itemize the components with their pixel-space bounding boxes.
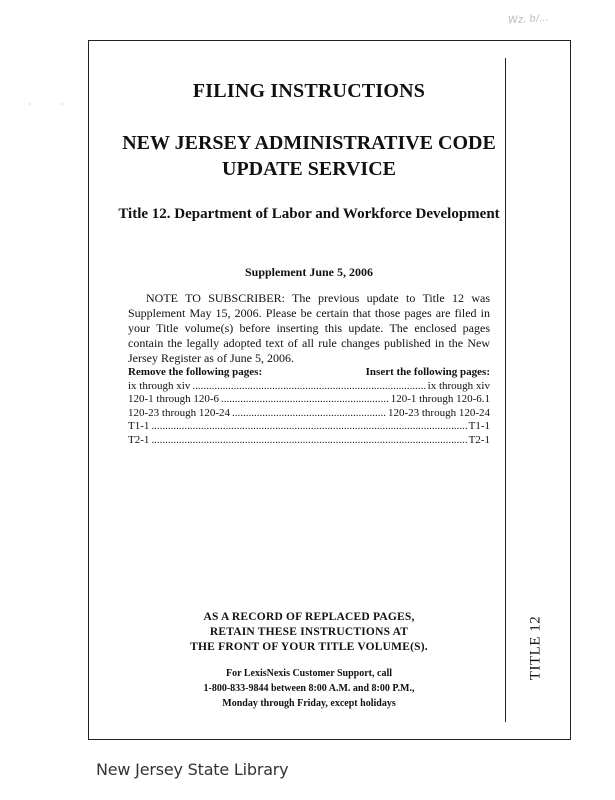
support-line1: For LexisNexis Customer Support, call	[225, 668, 392, 679]
dot-leader	[221, 393, 389, 407]
insert-pages: T1-1	[468, 420, 490, 432]
customer-support-info	[128, 666, 490, 711]
record-line2: RETAIN THESE INSTRUCTIONS AT	[209, 626, 409, 638]
remove-pages: T2-1	[128, 433, 150, 446]
insert-pages: 120-23 through 120-24	[387, 406, 490, 419]
insert-pages: ix through xiv	[427, 379, 490, 392]
record-line1: AS A RECORD OF REPLACED PAGES,	[203, 611, 415, 623]
title-tab-label: TITLE 12	[527, 615, 544, 681]
page-title: FILING INSTRUCTIONS	[192, 80, 426, 102]
insert-pages: T2-1	[468, 433, 490, 446]
table-row	[128, 393, 490, 407]
record-notice	[128, 610, 490, 655]
remove-pages: 120-23 through 120-24	[128, 406, 231, 419]
table-row	[128, 420, 490, 434]
dot-leader	[151, 434, 466, 448]
support-line2: 1-800-833-9844 between 8:00 A.M. and 8:00 P.M.,	[203, 683, 415, 694]
title-heading: Title 12. Department of Labor and Workforce Development	[118, 206, 500, 222]
library-stamp: New Jersey State Library	[96, 760, 289, 779]
code-title-line2: UPDATE SERVICE	[222, 158, 396, 180]
scan-specks: · ·	[28, 100, 78, 109]
handwritten-corner-mark: Wz. b/...	[507, 12, 550, 27]
record-line3: THE FRONT OF YOUR TITLE VOLUME(S).	[190, 641, 428, 653]
supplement-date: Supplement June 5, 2006	[244, 265, 374, 279]
page-table-header	[128, 366, 490, 380]
insert-header: Insert the following pages:	[365, 366, 490, 378]
dot-leader	[232, 407, 386, 421]
table-row	[128, 434, 490, 448]
remove-pages: T1-1	[128, 420, 150, 432]
support-line3: Monday through Friday, except holidays	[222, 698, 396, 709]
dot-leader	[151, 420, 466, 434]
remove-pages: ix through xiv	[128, 379, 191, 392]
page-replacement-table	[128, 366, 490, 447]
code-title	[108, 130, 510, 182]
remove-header: Remove the following pages:	[128, 366, 263, 378]
code-title-line1: NEW JERSEY ADMINISTRATIVE CODE	[122, 132, 496, 154]
subscriber-note: NOTE TO SUBSCRIBER: The previous update to Title 12 was Supplement May 15, 2006. Please be certain that those pages are filed in your Title volume(s) before inserting this update. The enclosed pages contain the legally adopted text of all rule changes published in the New Jersey Register as of June 5, 2006.	[128, 291, 490, 365]
insert-pages: 120-1 through 120-6.1	[390, 393, 490, 405]
remove-pages: 120-1 through 120-6	[128, 393, 220, 405]
table-row	[128, 407, 490, 421]
table-row	[128, 380, 490, 394]
dot-leader	[192, 380, 425, 394]
